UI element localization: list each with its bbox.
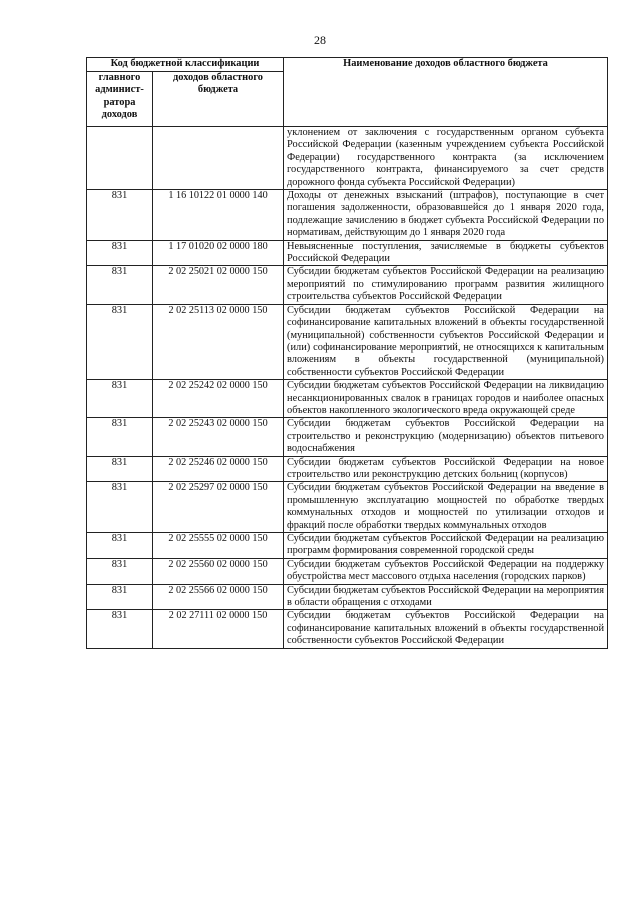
table-row: [87, 240, 608, 266]
row-income-code: 1 17 01020 02 0000 180: [153, 240, 284, 266]
row-income-name: Субсидии бюджетам субъектов Российской Федерации на введение в промышленную эксплуатацию мощностей по обработке твердых коммунальных отходов и мощностей по утилизации отходов и фракций после обработки твердых коммунальных отходов: [284, 482, 608, 533]
row-income-name: Невыясненные поступления, зачисляемые в бюджеты субъектов Российской Федерации: [284, 240, 608, 266]
row-admin-code: 831: [87, 558, 153, 584]
row-income-name: Субсидии бюджетам субъектов Российской Федерации на строительство и реконструкцию (модернизацию) объектов питьевого водоснабжения: [284, 418, 608, 456]
row-admin-code: 831: [87, 456, 153, 482]
table-row: [87, 558, 608, 584]
row-admin-code: 831: [87, 482, 153, 533]
row-admin-code: [87, 127, 153, 190]
row-admin-code: 831: [87, 380, 153, 418]
budget-classification-table: [86, 57, 608, 649]
row-income-name: Доходы от денежных взысканий (штрафов), поступающие в счет погашения задолженности, образовавшейся до 1 января 2020 года, подлежащие зачислению в бюджет субъекта Российской Федерации по нормативам, действующим до 1 января 2020 года: [284, 190, 608, 241]
header-code-column: доходов областного бюджета: [153, 72, 284, 127]
row-income-code: 2 02 25113 02 0000 150: [153, 304, 284, 379]
table-row: [87, 533, 608, 559]
row-admin-code: 831: [87, 240, 153, 266]
row-income-code: 2 02 25021 02 0000 150: [153, 266, 284, 304]
row-income-name: уклонением от заключения с государственным органом субъекта Российской Федерации (казенным учреждением субъекта Российской Федерации) государственного контракта (за исключением государственного контракта, финансируемого за счет средств дорожного фонда субъекта Российской Федерации): [284, 127, 608, 190]
table-row: [87, 127, 608, 190]
row-admin-code: 831: [87, 418, 153, 456]
table-row: [87, 584, 608, 610]
table-row: [87, 482, 608, 533]
row-income-code: 2 02 25242 02 0000 150: [153, 380, 284, 418]
row-income-name: Субсидии бюджетам субъектов Российской Федерации на реализацию программ формирования современной городской среды: [284, 533, 608, 559]
row-income-name: Субсидии бюджетам субъектов Российской Федерации на ликвидацию несанкционированных свалок в границах городов и наиболее опасных объектов накопленного экологического вреда окружающей среде: [284, 380, 608, 418]
row-income-code: 2 02 25566 02 0000 150: [153, 584, 284, 610]
header-admin-column: главного админист-ратора доходов: [87, 72, 153, 127]
row-income-name: Субсидии бюджетам субъектов Российской Федерации на новое строительство или реконструкцию детских больниц (корпусов): [284, 456, 608, 482]
row-income-code: 2 02 25555 02 0000 150: [153, 533, 284, 559]
row-admin-code: 831: [87, 190, 153, 241]
row-admin-code: 831: [87, 584, 153, 610]
row-admin-code: 831: [87, 533, 153, 559]
row-admin-code: 831: [87, 266, 153, 304]
header-group-title: Код бюджетной классификации: [87, 58, 284, 72]
row-income-name: Субсидии бюджетам субъектов Российской Федерации на софинансирование капитальных вложений в объекты государственной (муниципальной) собственности субъектов Российской Федерации и (или) софинансирование мероприятий, не относящихся к капитальным вложениям в объекты государственной (муниципальной) собственности субъектов Российской Федерации: [284, 304, 608, 379]
row-admin-code: 831: [87, 304, 153, 379]
row-income-name: Субсидии бюджетам субъектов Российской Федерации на софинансирование капитальных вложений в объекты государственной собственности субъектов Российской Федерации: [284, 610, 608, 648]
table-row: [87, 456, 608, 482]
row-admin-code: 831: [87, 610, 153, 648]
table-row: [87, 304, 608, 379]
table-row: [87, 610, 608, 648]
row-income-code: 2 02 25246 02 0000 150: [153, 456, 284, 482]
table-row: [87, 266, 608, 304]
row-income-code: 2 02 25297 02 0000 150: [153, 482, 284, 533]
page-number: 28: [314, 33, 326, 47]
header-name-column: Наименование доходов областного бюджета: [284, 58, 608, 127]
row-income-code: 2 02 25560 02 0000 150: [153, 558, 284, 584]
row-income-code: 2 02 25243 02 0000 150: [153, 418, 284, 456]
table-row: [87, 380, 608, 418]
row-income-code: [153, 127, 284, 190]
table-row: [87, 418, 608, 456]
row-income-name: Субсидии бюджетам субъектов Российской Федерации на поддержку обустройства мест массового отдыха населения (городских парков): [284, 558, 608, 584]
row-income-name: Субсидии бюджетам субъектов Российской Федерации на реализацию мероприятий по стимулированию программ развития жилищного строительства субъектов Российской Федерации: [284, 266, 608, 304]
row-income-name: Субсидии бюджетам субъектов Российской Федерации на мероприятия в области обращения с отходами: [284, 584, 608, 610]
table-row: [87, 190, 608, 241]
row-income-code: 1 16 10122 01 0000 140: [153, 190, 284, 241]
row-income-code: 2 02 27111 02 0000 150: [153, 610, 284, 648]
